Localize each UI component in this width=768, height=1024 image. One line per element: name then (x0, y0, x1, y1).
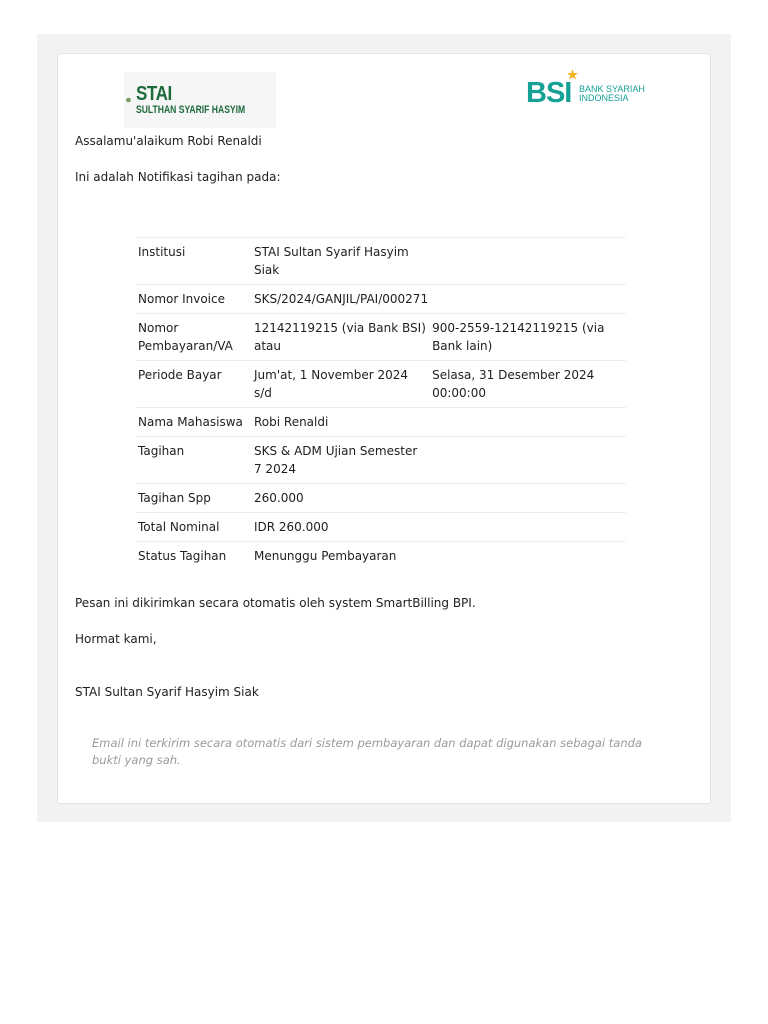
bsi-logo (524, 70, 654, 110)
table-row (136, 542, 626, 571)
row-label: Nomor Invoice (136, 285, 252, 314)
row-value-extra (430, 238, 626, 285)
table-row (136, 484, 626, 513)
row-value-extra (430, 285, 626, 314)
row-value-extra (430, 484, 626, 513)
table-row (136, 408, 626, 437)
row-value: Jum'at, 1 November 2024 s/d (252, 361, 430, 408)
row-label: Periode Bayar (136, 361, 252, 408)
row-value: SKS & ADM Ujian Semester 7 2024 (252, 437, 430, 484)
row-value: IDR 260.000 (252, 513, 430, 542)
table-row (136, 361, 626, 408)
row-label: Nomor Pembayaran/VA (136, 314, 252, 361)
intro-text: Ini adalah Notifikasi tagihan pada: (75, 170, 281, 184)
row-value-extra (430, 437, 626, 484)
row-label: Nama Mahasiswa (136, 408, 252, 437)
stai-logo (124, 72, 276, 128)
email-card (57, 53, 711, 804)
row-value-extra: Selasa, 31 Desember 2024 00:00:00 (430, 361, 626, 408)
row-value-extra (430, 408, 626, 437)
table-row (136, 238, 626, 285)
bsi-logo-line1: BANK SYARIAH (579, 84, 645, 94)
bsi-logo-line2: INDONESIA (579, 93, 629, 103)
auto-message: Pesan ini dikirimkan secara otomatis oleh system SmartBilling BPI. (75, 596, 476, 610)
stai-logo-subtitle: SULTHAN SYARIF HASYIM (136, 104, 246, 116)
stai-logo-title: STAI (136, 83, 172, 105)
footnote: Email ini terkirim secara otomatis dari sistem pembayaran dan dapat digunakan sebagai tanda bukti yang sah. (92, 736, 642, 767)
row-label: Tagihan Spp (136, 484, 252, 513)
row-value-extra (430, 542, 626, 571)
row-value: STAI Sultan Syarif Hasyim Siak (252, 238, 430, 285)
signature: STAI Sultan Syarif Hasyim Siak (75, 685, 259, 699)
table-row (136, 437, 626, 484)
bsi-logo-title: BSI (526, 77, 572, 109)
row-label: Total Nominal (136, 513, 252, 542)
greeting: Assalamu'alaikum Robi Renaldi (75, 134, 262, 148)
row-label: Status Tagihan (136, 542, 252, 571)
row-value: 12142119215 (via Bank BSI) atau (252, 314, 430, 361)
invoice-table (136, 237, 626, 570)
row-value-extra: 900-2559-12142119215 (via Bank lain) (430, 314, 626, 361)
row-value: 260.000 (252, 484, 430, 513)
row-value: Menunggu Pembayaran (252, 542, 430, 571)
row-value-extra (430, 513, 626, 542)
row-value: SKS/2024/GANJIL/PAI/000271 (252, 285, 430, 314)
closing-text: Hormat kami, (75, 632, 157, 646)
stai-emblem-icon (126, 82, 131, 118)
row-label: Tagihan (136, 437, 252, 484)
star-icon (567, 69, 578, 80)
table-row (136, 285, 626, 314)
row-value: Robi Renaldi (252, 408, 430, 437)
row-label: Institusi (136, 238, 252, 285)
table-row (136, 513, 626, 542)
email-background (37, 34, 731, 822)
table-row (136, 314, 626, 361)
